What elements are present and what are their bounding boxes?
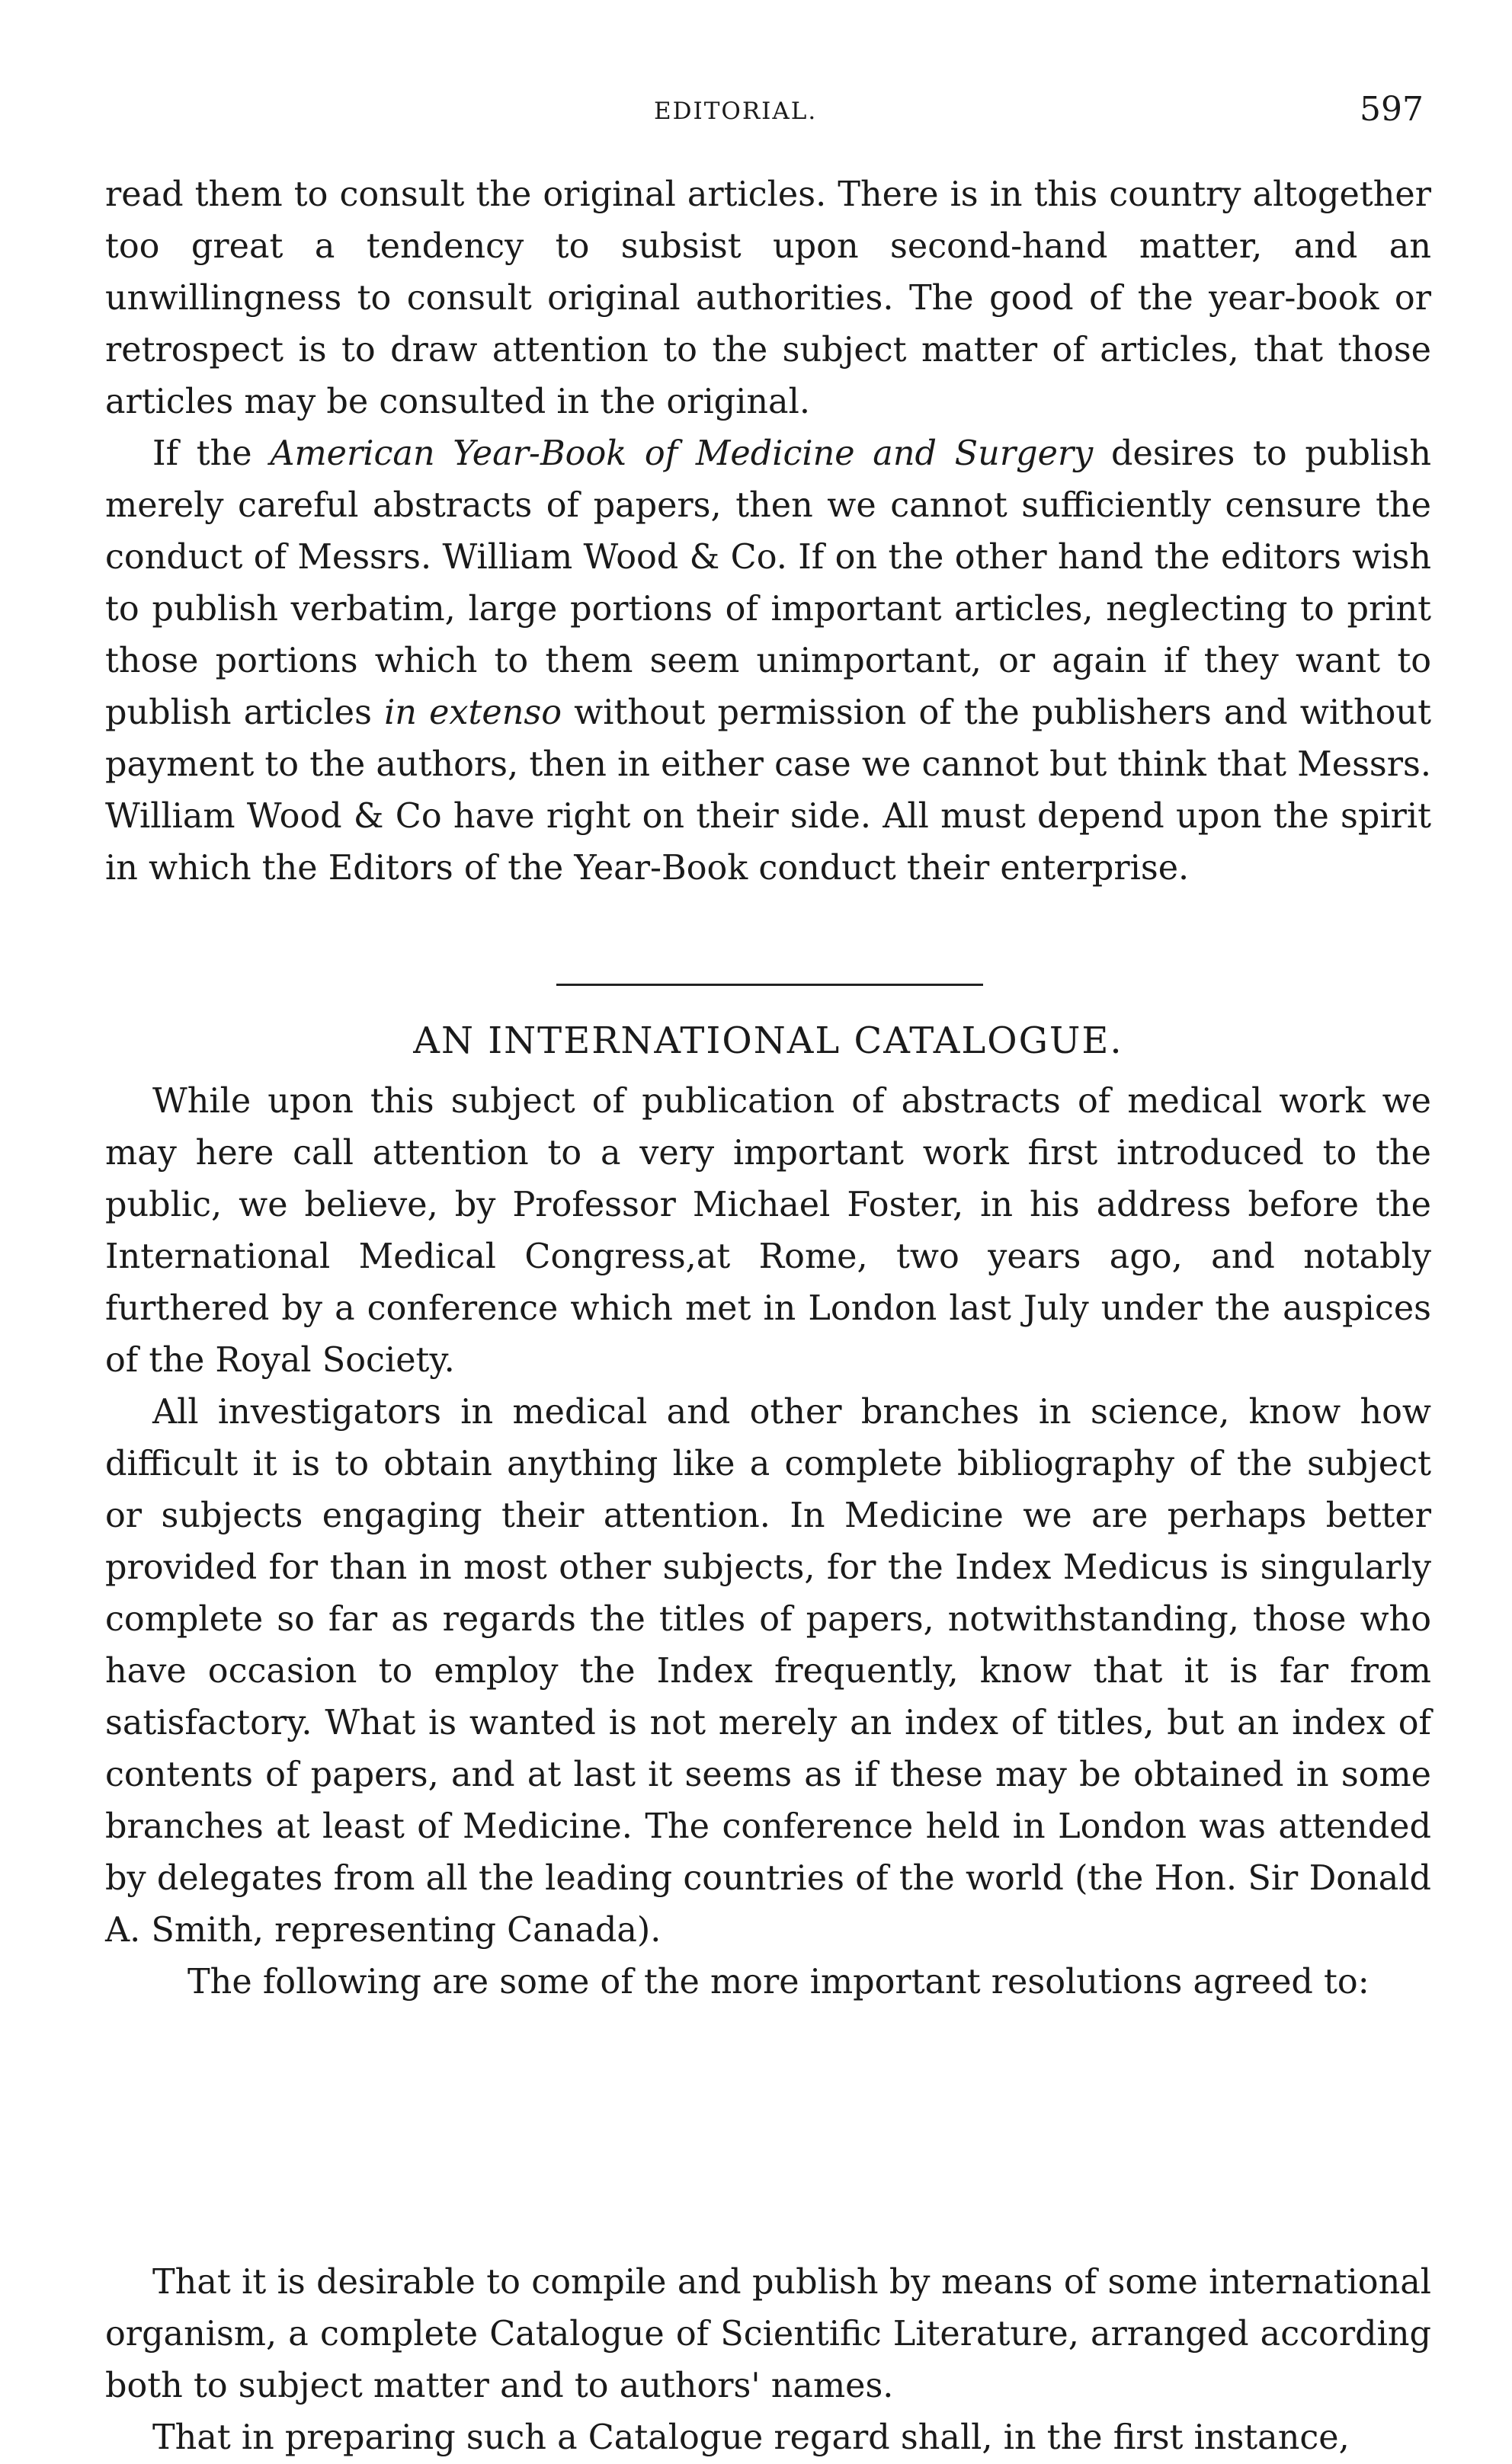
page-number: 597: [1360, 90, 1424, 129]
paragraph-text: If the: [152, 434, 271, 473]
paragraph-year-book: [105, 428, 1431, 894]
catalogue-section: [105, 1076, 1431, 2008]
paragraph-text: without permission of the publishers and without payment to the authors, then in either case we cannot but think that Messrs. William Wood & Co have right on their side. All must depend upon the spirit in which the Editors of the Year-Book conduct their enterprise.: [105, 693, 1431, 888]
latin-phrase: in extenso: [384, 693, 562, 732]
page-header: [105, 90, 1431, 136]
resolution-item: That in preparing such a Catalogue regard shall, in the first instance,: [152, 2418, 1350, 2457]
paragraph-text: desires to publish merely careful abstracts of papers, then we cannot sufficiently censure the conduct of Messrs. William Wood & Co. If on the other hand the editors wish to publish verbatim, large portions of important articles, neglecting to print those portions which to them seem unimportant, or again if they want to publish articles: [105, 434, 1431, 732]
paragraph-continuation: read them to consult the original articles. There is in this country altogether too great a tendency to subsist upon second-hand matter, and an unwillingness to consult original authorities. The good of the year-book or retrospect is to draw attention to the subject matter of articles, that those articles may be consulted in the original.: [105, 175, 1431, 421]
resolution-item: That it is desirable to compile and publish by means of some international organism, a complete Catalogue of Scientific Literature, arranged according both to subject matter and to authors' names.: [105, 2263, 1431, 2405]
running-head: EDITORIAL.: [654, 98, 818, 125]
continued-editorial: [105, 169, 1431, 894]
publication-title: American Year-Book of Medicine and Surgery: [270, 434, 1094, 473]
resolutions-list: [105, 2257, 1431, 2464]
document-page: [105, 0, 1431, 2457]
section-divider: [556, 984, 983, 986]
paragraph-resolutions-lead: The following are some of the more important resolutions agreed to:: [187, 1963, 1369, 2002]
paragraph-bibliography: All investigators in medical and other branches in science, know how difficult it is to obtain anything like a complete bibliography of the subject or subjects engaging their attention. In Medicine we are perhaps better provided for than in most other subjects, for the Index Medicus is singularly complete so far as regards the titles of papers, notwithstanding, those who have occasion to employ the Index frequently, know that it is far from satisfactory. What is wanted is not merely an index of titles, but an index of contents of papers, and at last it seems as if these may be obtained in some branches at least of Medicine. The conference held in London was attended by delegates from all the leading countries of the world (the Hon. Sir Donald A. Smith, representing Canada).: [105, 1393, 1431, 1950]
section-heading: AN INTERNATIONAL CATALOGUE.: [413, 1019, 1123, 1062]
paragraph-intro: While upon this subject of publication of abstracts of medical work we may here call attention to a very important work first introduced to the public, we believe, by Professor Michael Foster, in his address before the International Medical Congress,at Rome, two years ago, and notably furthered by a conference which met in London last July under the auspices of the Royal Society.: [105, 1082, 1431, 1380]
